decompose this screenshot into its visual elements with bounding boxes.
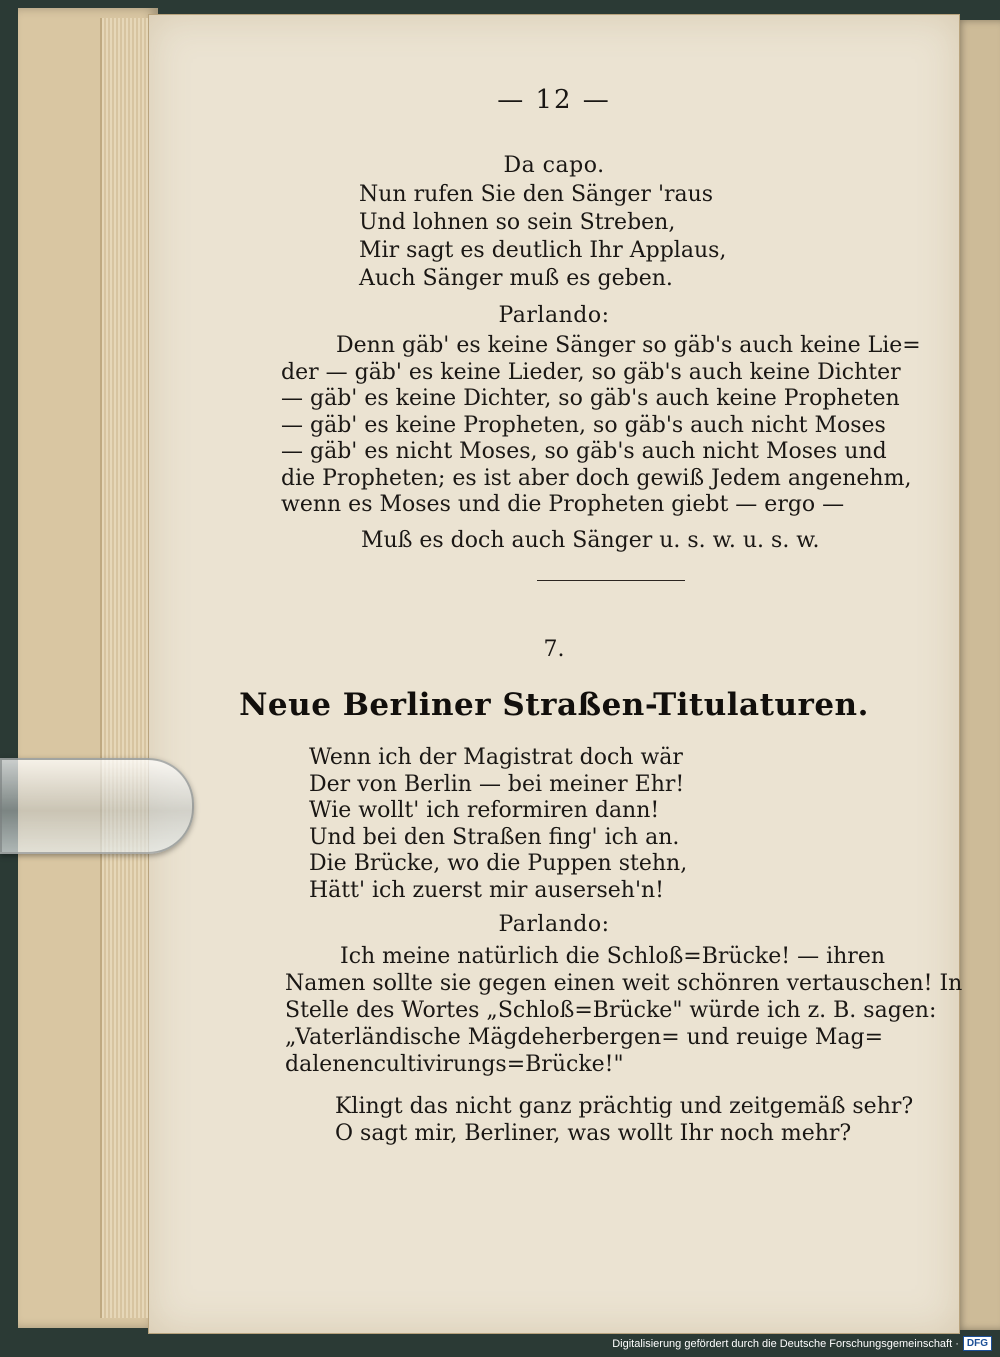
verse-line: Nun rufen Sie den Sänger 'raus (359, 182, 714, 207)
verse-line: Klingt das nicht ganz prächtig und zeitgemäß sehr? (335, 1094, 914, 1119)
book-cover-right (955, 20, 1000, 1330)
book-page (148, 14, 963, 1334)
footer-text: Digitalisierung gefördert durch die Deutsche Forschungsgemeinschaft · (612, 1337, 959, 1350)
verse-line: Wie wollt' ich reformiren dann! (309, 798, 660, 823)
prose-line: Namen sollte sie gegen einen weit schönren vertauschen! In (285, 971, 963, 996)
prose-line: — gäb' es keine Propheten, so gäb's auch nicht Moses (281, 412, 886, 438)
prose-parlando-1 (281, 333, 931, 519)
caption-da-capo: Da capo. (503, 153, 605, 178)
caption-parlando-2: Parlando: (498, 912, 610, 937)
poem-number: 7. (543, 637, 565, 662)
verse-line: Hätt' ich zuerst mir auserseh'n! (309, 877, 665, 903)
verse-line: Auch Sänger muß es geben. (359, 266, 673, 291)
closing-line: Muß es doch auch Sänger u. s. w. u. s. w. (361, 528, 820, 553)
prose-line: der — gäb' es keine Lieder, so gäb's auch keine Dichter (281, 359, 901, 385)
verse-line: Und lohnen so sein Streben, (359, 210, 676, 235)
verse-line: O sagt mir, Berliner, was wollt Ihr noch mehr? (335, 1121, 852, 1146)
footer-attribution (612, 1336, 992, 1351)
page-clip (0, 758, 194, 854)
prose-line: — gäb' es nicht Moses, so gäb's auch nicht Moses und (281, 439, 887, 464)
prose-line: dalenencultivirungs=Brücke!" (285, 1052, 624, 1077)
page-number: — 12 — (497, 85, 611, 115)
closing-couplet (335, 1093, 913, 1147)
verse-line: Mir sagt es deutlich Ihr Applaus, (359, 238, 727, 263)
verse-stanza-1 (359, 181, 726, 293)
poem-title: Neue Berliner Straßen-Titulaturen. (239, 687, 869, 723)
dfg-logo: DFG (963, 1336, 992, 1351)
prose-line: Denn gäb' es keine Sänger so gäb's auch keine Lie= (336, 333, 921, 358)
prose-line: wenn es Moses und die Propheten giebt — ergo — (281, 492, 845, 517)
verse-line: Wenn ich der Magistrat doch wär (309, 745, 683, 770)
section-divider (537, 580, 685, 581)
verse-line: Die Brücke, wo die Puppen stehn, (309, 851, 688, 876)
prose-line: Stelle des Wortes „Schloß=Brücke" würde ich z. B. sagen: (285, 998, 937, 1023)
prose-line: Ich meine natürlich die Schloß=Brücke! — ihren (340, 944, 886, 969)
prose-line: „Vaterländische Mägdeherbergen= und reuige Mag= (285, 1025, 884, 1050)
prose-line: die Propheten; es ist aber doch gewiß Jedem angenehm, (281, 465, 912, 491)
caption-parlando-1: Parlando: (498, 303, 610, 328)
verse-line: Und bei den Straßen fing' ich an. (309, 824, 680, 850)
verse-line: Der von Berlin — bei meiner Ehr! (309, 771, 685, 797)
prose-line: — gäb' es keine Dichter, so gäb's auch keine Propheten (281, 386, 900, 411)
prose-parlando-2 (285, 943, 963, 1078)
verse-stanza-2 (309, 745, 687, 904)
